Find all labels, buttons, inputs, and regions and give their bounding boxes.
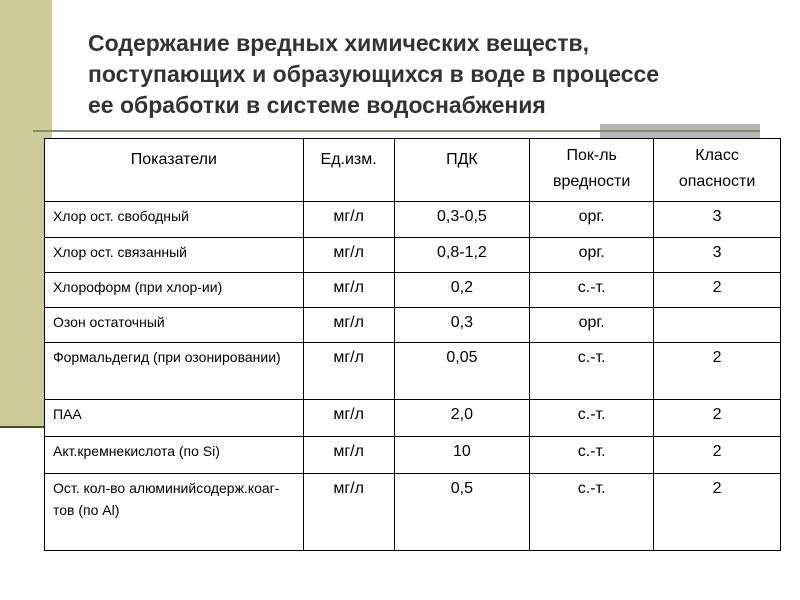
cell-pdk: 2,0	[394, 400, 530, 437]
cell-hazard: 2	[654, 437, 781, 474]
table-header-row	[45, 139, 781, 202]
cell-pdk: 0,05	[394, 343, 530, 400]
cell-harm: орг.	[530, 202, 654, 238]
cell-harm: орг.	[530, 238, 654, 273]
cell-harm: с.-т.	[530, 343, 654, 400]
cell-unit: мг/л	[303, 437, 394, 474]
cell-unit: мг/л	[303, 308, 394, 343]
table-row	[45, 343, 781, 400]
cell-unit: мг/л	[303, 474, 394, 551]
slide-title-line-3: ее обработки в системе водоснабжения	[88, 92, 546, 118]
table-row	[45, 202, 781, 238]
table-row	[45, 273, 781, 308]
chemicals-table	[44, 138, 781, 551]
slide-title-line-2: поступающих и образующихся в воде в процессе	[88, 61, 660, 87]
cell-pdk: 10	[394, 437, 530, 474]
cell-name: Хлороформ (при хлор-ии)	[45, 273, 304, 308]
header-unit: Ед.изм.	[303, 139, 394, 202]
cell-hazard	[654, 308, 781, 343]
header-harm-indicator: Пок-ль вредности	[530, 139, 654, 202]
slide-title-line-1: Содержание вредных химических веществ,	[88, 30, 590, 56]
cell-pdk: 0,2	[394, 273, 530, 308]
cell-harm: с.-т.	[530, 437, 654, 474]
table-row	[45, 400, 781, 437]
cell-name: ПАА	[45, 400, 304, 437]
cell-harm: орг.	[530, 308, 654, 343]
cell-name: Акт.кремнекислота (по Si)	[45, 437, 304, 474]
cell-pdk: 0,3	[394, 308, 530, 343]
header-hazard-class: Класс опасности	[654, 139, 781, 202]
cell-name: Хлор ост. связанный	[45, 238, 304, 273]
cell-hazard: 3	[654, 202, 781, 238]
cell-name: Формальдегид (при озонировании)	[45, 343, 304, 400]
cell-harm: с.-т.	[530, 474, 654, 551]
cell-unit: мг/л	[303, 238, 394, 273]
cell-unit: мг/л	[303, 400, 394, 437]
cell-hazard: 2	[654, 400, 781, 437]
cell-harm: с.-т.	[530, 400, 654, 437]
header-indicators: Показатели	[45, 139, 304, 202]
table-row	[45, 238, 781, 273]
cell-pdk: 0,8-1,2	[394, 238, 530, 273]
header-pdk: ПДК	[394, 139, 530, 202]
cell-unit: мг/л	[303, 343, 394, 400]
cell-hazard: 2	[654, 474, 781, 551]
table-row	[45, 437, 781, 474]
cell-name: Озон остаточный	[45, 308, 304, 343]
cell-pdk: 0,5	[394, 474, 530, 551]
table-row	[45, 474, 781, 551]
cell-unit: мг/л	[303, 273, 394, 308]
cell-unit: мг/л	[303, 202, 394, 238]
table-row	[45, 308, 781, 343]
cell-name: Ост. кол-во алюминийсодерж.коаг-тов (по Al)	[45, 474, 304, 551]
slide-title	[88, 28, 778, 121]
cell-harm: с.-т.	[530, 273, 654, 308]
title-rule	[33, 130, 760, 132]
cell-name: Хлор ост. свободный	[45, 202, 304, 238]
cell-pdk: 0,3-0,5	[394, 202, 530, 238]
cell-hazard: 3	[654, 238, 781, 273]
cell-hazard: 2	[654, 273, 781, 308]
cell-hazard: 2	[654, 343, 781, 400]
